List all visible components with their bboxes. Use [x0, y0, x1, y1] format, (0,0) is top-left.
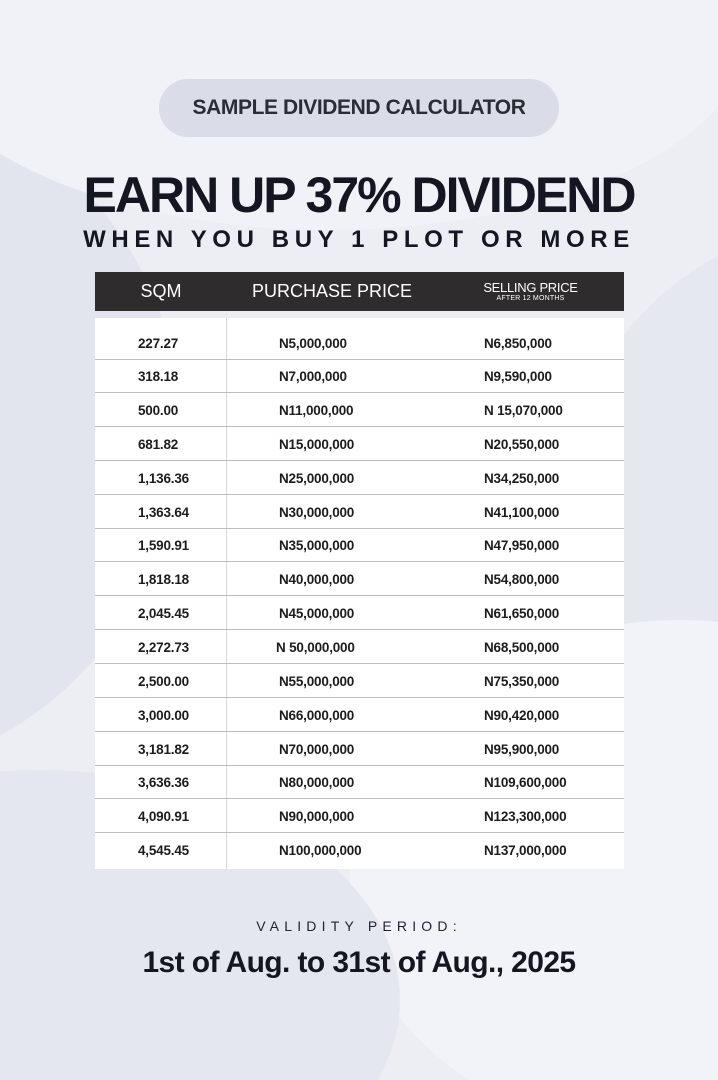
column-header-sqm: SQM [140, 281, 182, 301]
table-row [95, 834, 624, 867]
table-row [95, 496, 624, 529]
cell-selling-price: N 15,070,000 [484, 403, 563, 418]
table-row [95, 360, 624, 393]
cell-sqm: 500.00 [138, 403, 179, 418]
cell-sqm: 1,590.91 [138, 538, 189, 553]
cell-selling-price: N123,300,000 [484, 809, 567, 824]
column-header-purchase-price: PURCHASE PRICE [251, 281, 413, 301]
row-divider [95, 460, 624, 461]
table-row [95, 563, 624, 596]
cell-selling-price: N137,000,000 [484, 843, 567, 858]
cell-purchase-price: N100,000,000 [279, 843, 362, 858]
cell-selling-price: N41,100,000 [484, 505, 560, 520]
cell-purchase-price: N15,000,000 [279, 437, 355, 452]
cell-sqm: 681.82 [138, 437, 179, 452]
cell-selling-price: N47,950,000 [484, 538, 560, 553]
cell-selling-price: N95,900,000 [484, 742, 560, 757]
subheadline: WHEN YOU BUY 1 PLOT OR MORE [83, 226, 635, 253]
table-row [95, 597, 624, 630]
row-divider [95, 392, 624, 393]
table-row [95, 394, 624, 427]
row-divider [95, 697, 624, 698]
table-row [95, 529, 624, 562]
row-divider [95, 494, 624, 495]
cell-selling-price: N34,250,000 [484, 471, 560, 486]
calculator-badge [159, 79, 559, 137]
headline: EARN UP 37% DIVIDEND [83, 167, 635, 223]
cell-sqm: 227.27 [138, 336, 179, 351]
cell-sqm: 3,000.00 [138, 708, 189, 723]
cell-purchase-price: N45,000,000 [279, 606, 355, 621]
table-row [95, 766, 624, 799]
row-divider [95, 663, 624, 664]
column-header-selling-price [437, 272, 624, 311]
row-divider [95, 731, 624, 732]
price-table [95, 318, 624, 869]
table-header [95, 272, 624, 311]
cell-purchase-price: N7,000,000 [279, 369, 347, 384]
cell-sqm: 1,818.18 [138, 572, 189, 587]
cell-purchase-price: N40,000,000 [279, 572, 355, 587]
row-divider [95, 595, 624, 596]
cell-selling-price: N20,550,000 [484, 437, 560, 452]
cell-purchase-price: N70,000,000 [279, 742, 355, 757]
calculator-badge-label: SAMPLE DIVIDEND CALCULATOR [192, 96, 526, 119]
row-divider [95, 832, 624, 833]
cell-sqm: 1,136.36 [138, 471, 189, 486]
cell-selling-price: N68,500,000 [484, 640, 560, 655]
row-divider [95, 426, 624, 427]
cell-purchase-price: N55,000,000 [279, 674, 355, 689]
table-row [95, 800, 624, 833]
table-row [95, 631, 624, 664]
validity-label: VALIDITY PERIOD: [256, 918, 462, 934]
selling-price-note: AFTER 12 MONTHS [496, 294, 565, 302]
cell-selling-price: N90,420,000 [484, 708, 560, 723]
table-row [95, 733, 624, 766]
cell-purchase-price: N5,000,000 [279, 336, 347, 351]
row-divider [95, 561, 624, 562]
table-row [95, 327, 624, 360]
row-divider [95, 798, 624, 799]
table-row [95, 462, 624, 495]
cell-sqm: 1,363.64 [138, 505, 189, 520]
cell-purchase-price: N90,000,000 [279, 809, 355, 824]
cell-sqm: 3,636.36 [138, 775, 189, 790]
table-row [95, 699, 624, 732]
row-divider [95, 629, 624, 630]
cell-sqm: 3,181.82 [138, 742, 189, 757]
cell-selling-price: N75,350,000 [484, 674, 560, 689]
cell-purchase-price: N 50,000,000 [276, 640, 355, 655]
cell-sqm: 2,045.45 [138, 606, 189, 621]
table-row [95, 665, 624, 698]
cell-selling-price: N9,590,000 [484, 369, 552, 384]
cell-sqm: 4,090.91 [138, 809, 189, 824]
cell-sqm: 4,545.45 [138, 843, 189, 858]
cell-sqm: 2,500.00 [138, 674, 189, 689]
cell-purchase-price: N30,000,000 [279, 505, 355, 520]
selling-price-label: SELLING PRICE [483, 279, 578, 295]
cell-selling-price: N54,800,000 [484, 572, 560, 587]
cell-sqm: 2,272.73 [138, 640, 189, 655]
cell-purchase-price: N25,000,000 [279, 471, 355, 486]
cell-purchase-price: N35,000,000 [279, 538, 355, 553]
cell-purchase-price: N11,000,000 [279, 403, 354, 418]
table-row [95, 428, 624, 461]
cell-selling-price: N109,600,000 [484, 775, 567, 790]
cell-selling-price: N6,850,000 [484, 336, 552, 351]
cell-purchase-price: N66,000,000 [279, 708, 355, 723]
validity-dates: 1st of Aug. to 31st of Aug., 2025 [142, 946, 576, 979]
cell-purchase-price: N80,000,000 [279, 775, 355, 790]
cell-selling-price: N61,650,000 [484, 606, 560, 621]
cell-sqm: 318.18 [138, 369, 179, 384]
